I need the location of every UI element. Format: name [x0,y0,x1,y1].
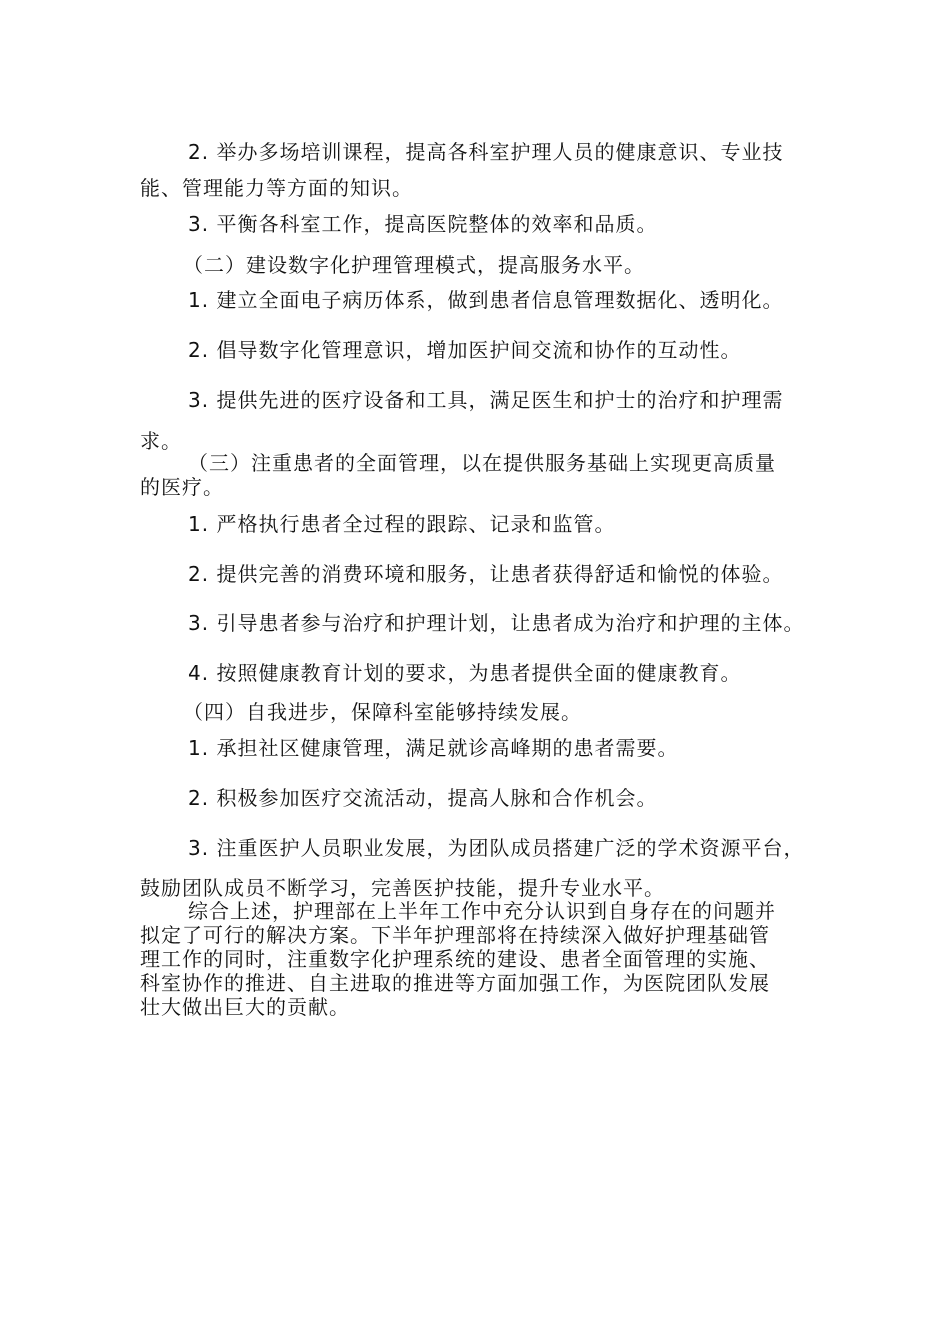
section-heading-3: （三）注重患者的全面管理，以在提供服务基础上实现更高质量 [188,451,776,475]
text-line-10: 的医疗。 [140,475,224,499]
text-line-7: 3. 提供先进的医疗设备和工具，满足医生和护士的治疗和护理需 [188,388,784,412]
summary-line-5: 壮大做出巨大的贡献。 [140,995,350,1019]
text-line-8: 求。 [140,429,182,453]
text-line-1: 2. 举办多场培训课程，提高各科室护理人员的健康意识、专业技 [188,140,784,164]
text-line-13: 3. 引导患者参与治疗和护理计划，让患者成为治疗和护理的主体。 [188,611,805,635]
text-line-11: 1. 严格执行患者全过程的跟踪、记录和监管。 [188,512,616,536]
text-line-2: 能、管理能力等方面的知识。 [140,176,413,200]
summary-line-4: 科室协作的推进、自主进取的推进等方面加强工作，为医院团队发展 [140,971,770,995]
text-line-3: 3. 平衡各科室工作，提高医院整体的效率和品质。 [188,212,658,236]
section-heading-4: （四）自我进步，保障科室能够持续发展。 [183,700,582,724]
text-line-16: 1. 承担社区健康管理，满足就诊高峰期的患者需要。 [188,736,679,760]
text-line-6: 2. 倡导数字化管理意识，增加医护间交流和协作的互动性。 [188,338,742,362]
section-heading-2: （二）建设数字化护理管理模式，提高服务水平。 [183,253,645,277]
text-line-12: 2. 提供完善的消费环境和服务，让患者获得舒适和愉悦的体验。 [188,562,784,586]
text-line-18: 3. 注重医护人员职业发展，为团队成员搭建广泛的学术资源平台， [188,836,805,860]
summary-line-1: 综合上述，护理部在上半年工作中充分认识到自身存在的问题并 [188,899,776,923]
text-line-19: 鼓励团队成员不断学习，完善医护技能，提升专业水平。 [140,876,665,900]
text-line-5: 1. 建立全面电子病历体系，做到患者信息管理数据化、透明化。 [188,288,784,312]
summary-line-2: 拟定了可行的解决方案。下半年护理部将在持续深入做好护理基础管 [140,923,770,947]
text-line-17: 2. 积极参加医疗交流活动，提高人脉和合作机会。 [188,786,658,810]
text-line-14: 4. 按照健康教育计划的要求，为患者提供全面的健康教育。 [188,661,742,685]
summary-line-3: 理工作的同时，注重数字化护理系统的建设、患者全面管理的实施、 [140,947,770,971]
